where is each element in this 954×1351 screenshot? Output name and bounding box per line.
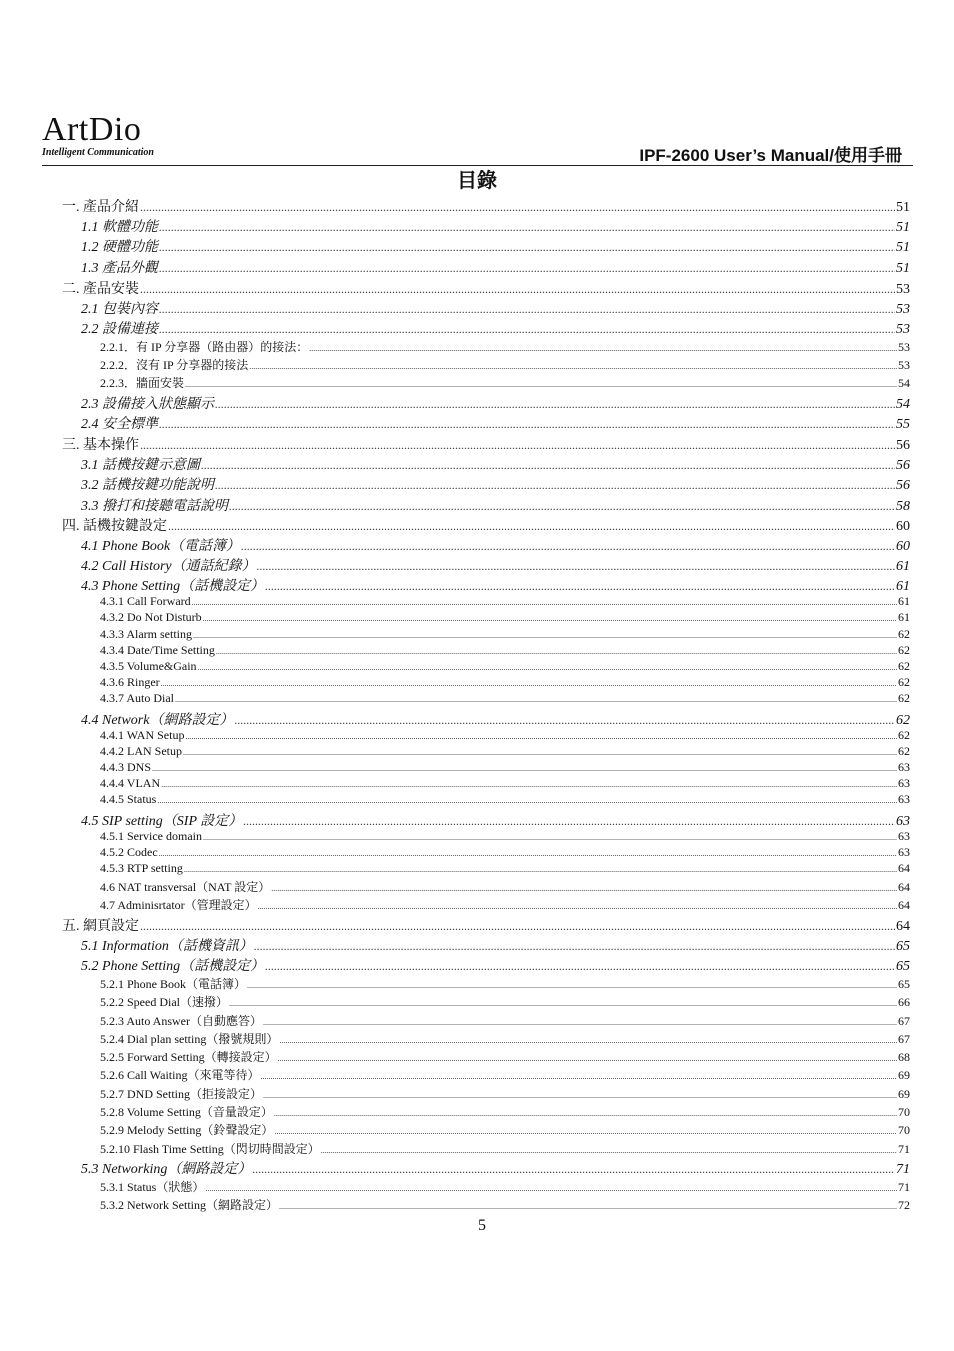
- toc-leader-dots: [152, 764, 897, 773]
- toc-entry-page: 62: [898, 659, 910, 673]
- toc-leader-dots: [159, 417, 895, 432]
- toc-entry-page: 68: [898, 1050, 910, 1064]
- toc-entry-page: 67: [898, 1014, 910, 1028]
- toc-entry-label: 4.4.4 VLAN: [100, 776, 161, 790]
- toc-entry-page: 62: [898, 728, 910, 742]
- toc-leader-dots: [254, 939, 895, 954]
- toc-entry-page: 62: [898, 643, 910, 657]
- toc-leader-dots: [140, 438, 895, 453]
- toc-entry-label: 4.5.2 Codec: [100, 845, 158, 859]
- toc-leader-dots: [265, 959, 895, 974]
- toc-entry-page: 53: [896, 322, 910, 337]
- toc-entry[interactable]: [81, 216, 910, 236]
- toc-leader-dots: [159, 302, 895, 317]
- toc-entry-label: 5.2.4 Dial plan setting（撥號規則）: [100, 1032, 279, 1046]
- toc-entry-page: 63: [898, 845, 910, 859]
- toc-leader-dots: [140, 200, 895, 215]
- toc-leader-dots: [140, 919, 895, 934]
- toc-entry-page: 51: [896, 220, 910, 235]
- toc-leader-dots: [175, 695, 897, 704]
- toc-entry[interactable]: [62, 278, 910, 298]
- toc-entry[interactable]: [100, 1030, 910, 1046]
- toc-entry-page: 71: [896, 1162, 910, 1177]
- toc-entry-page: 63: [898, 792, 910, 806]
- toc-entry[interactable]: [100, 338, 910, 354]
- toc-entry[interactable]: [100, 374, 910, 390]
- toc-entry-label: 4.7 Adminisrtator（管理設定）: [100, 898, 257, 912]
- toc-entry-page: 72: [898, 1198, 910, 1212]
- toc-entry[interactable]: [81, 575, 910, 595]
- toc-entry-label: 2.3 設備接入狀態顯示: [81, 397, 214, 412]
- toc-entry-page: 64: [896, 919, 910, 934]
- toc-entry-label: 4.3.7 Auto Dial: [100, 691, 174, 705]
- toc-entry[interactable]: [100, 1121, 910, 1137]
- toc-entry-label: 4.6 NAT transversal（NAT 設定）: [100, 880, 271, 894]
- logo-wordmark: ArtDio: [42, 111, 142, 148]
- toc-leader-dots: [274, 1109, 897, 1118]
- toc-entry-label: 5.2 Phone Setting（話機設定）: [81, 959, 265, 974]
- toc-entry-page: 63: [898, 829, 910, 843]
- toc-entry-label: 2.2 設備連接: [81, 322, 158, 337]
- toc-entry[interactable]: [100, 1048, 910, 1064]
- toc-leader-dots: [241, 539, 895, 554]
- toc-entry[interactable]: [100, 610, 910, 626]
- toc-entry-label: 4.3.4 Date/Time Setting: [100, 643, 215, 657]
- toc-entry[interactable]: [100, 792, 910, 808]
- toc-entry[interactable]: [100, 728, 910, 744]
- toc-entry-label: 4.4.2 LAN Setup: [100, 744, 182, 758]
- toc-leader-dots: [157, 796, 897, 805]
- toc-entry[interactable]: [81, 413, 910, 433]
- toc-entry[interactable]: [81, 810, 910, 830]
- page-number: 5: [478, 1217, 486, 1234]
- toc-entry-page: 53: [896, 302, 910, 317]
- toc-leader-dots: [263, 1018, 897, 1027]
- toc-entry[interactable]: [62, 515, 910, 535]
- toc-leader-dots: [193, 631, 897, 640]
- toc-entry[interactable]: [81, 535, 910, 555]
- toc-entry-page: 65: [896, 939, 910, 954]
- toc-entry-page: 65: [898, 977, 910, 991]
- toc-entry[interactable]: [100, 691, 910, 707]
- toc-entry-label: 3.3 撥打和接聽電話說明: [81, 499, 228, 514]
- toc-entry[interactable]: [100, 975, 910, 991]
- toc-entry-label: 三. 基本操作: [62, 438, 139, 453]
- toc-entry-label: 5.2.2 Speed Dial（速撥）: [100, 995, 228, 1009]
- toc-entry-page: 51: [896, 261, 910, 276]
- toc-entry-label: 2.1 包裝內容: [81, 302, 158, 317]
- toc-leader-dots: [216, 647, 897, 656]
- toc-entry-page: 60: [896, 519, 910, 534]
- toc-leader-dots: [309, 344, 897, 353]
- toc-entry-page: 54: [896, 397, 910, 412]
- toc-leader-dots: [159, 240, 895, 255]
- toc-entry-label: 4.5.1 Service domain: [100, 829, 202, 843]
- toc-leader-dots: [215, 397, 895, 412]
- toc-entry[interactable]: [100, 1012, 910, 1028]
- toc-entry-page: 63: [898, 760, 910, 774]
- toc-entry-page: 66: [898, 995, 910, 1009]
- toc-entry-page: 61: [896, 559, 910, 574]
- toc-leader-dots: [252, 1162, 895, 1177]
- toc-entry[interactable]: [100, 1178, 910, 1194]
- toc-leader-dots: [168, 519, 895, 534]
- toc-entry-page: 62: [898, 691, 910, 705]
- toc-leader-dots: [161, 679, 897, 688]
- toc-entry[interactable]: [81, 555, 910, 575]
- toc-entry[interactable]: [100, 1103, 910, 1119]
- toc-entry[interactable]: [100, 1196, 910, 1212]
- toc-leader-dots: [159, 261, 895, 276]
- toc-entry-label: 2.2.3．牆面安裝: [100, 376, 185, 390]
- toc-entry-page: 62: [898, 744, 910, 758]
- toc-entry[interactable]: [81, 709, 910, 729]
- toc-entry-page: 70: [898, 1105, 910, 1119]
- toc-entry-label: 4.3.5 Volume&Gain: [100, 659, 197, 673]
- toc-entry-label: 2.2.2．沒有 IP 分享器的接法: [100, 358, 249, 372]
- toc-leader-dots: [159, 322, 895, 337]
- toc-entry-label: 4.4.5 Status: [100, 792, 157, 806]
- toc-entry-label: 4.1 Phone Book（電話簿）: [81, 539, 241, 554]
- toc-leader-dots: [198, 663, 897, 672]
- toc-entry[interactable]: [100, 1085, 910, 1101]
- toc-leader-dots: [258, 902, 897, 911]
- toc-entry-label: 4.3.1 Call Forward: [100, 594, 191, 608]
- toc-entry[interactable]: [81, 236, 910, 256]
- toc-entry[interactable]: [81, 495, 910, 515]
- toc-entry-page: 53: [898, 340, 910, 354]
- toc-entry-label: 5.2.5 Forward Setting（轉接設定）: [100, 1050, 277, 1064]
- toc-leader-dots: [201, 458, 895, 473]
- toc-entry[interactable]: [100, 659, 910, 675]
- manual-title: IPF-2600 User’s Manual/使用手冊: [639, 146, 902, 165]
- toc-entry-label: 4.3.2 Do Not Disturb: [100, 610, 202, 624]
- toc-leader-dots: [203, 614, 897, 623]
- toc-leader-dots: [229, 999, 897, 1008]
- toc-entry-label: 4.4.1 WAN Setup: [100, 728, 185, 742]
- toc-entry-page: 61: [898, 594, 910, 608]
- toc-entry-page: 53: [896, 282, 910, 297]
- toc-leader-dots: [159, 849, 897, 858]
- toc-entry[interactable]: [100, 896, 910, 912]
- toc-entry-page: 61: [898, 610, 910, 624]
- toc-entry-page: 56: [896, 458, 910, 473]
- toc-entry[interactable]: [100, 1140, 910, 1156]
- toc-leader-dots: [183, 748, 897, 757]
- toc-entry-label: 4.2 Call History（通話紀錄）: [81, 559, 256, 574]
- toc-title: 目錄: [457, 168, 497, 192]
- toc-entry[interactable]: [100, 878, 910, 894]
- toc-entry-label: 5.2.1 Phone Book（電話簿）: [100, 977, 247, 991]
- toc-leader-dots: [229, 499, 895, 514]
- toc-leader-dots: [263, 1091, 897, 1100]
- toc-entry[interactable]: [100, 744, 910, 760]
- toc-leader-dots: [278, 1054, 897, 1063]
- toc-entry-page: 60: [896, 539, 910, 554]
- toc-leader-dots: [159, 220, 895, 235]
- toc-leader-dots: [265, 579, 895, 594]
- toc-entry[interactable]: [81, 955, 910, 975]
- toc-leader-dots: [192, 598, 897, 607]
- toc-entry[interactable]: [100, 829, 910, 845]
- toc-entry-label: 1.2 硬體功能: [81, 240, 158, 255]
- toc-entry-label: 五. 網頁設定: [62, 919, 139, 934]
- toc-leader-dots: [205, 1184, 897, 1193]
- toc-entry-label: 4.4.3 DNS: [100, 760, 152, 774]
- toc-entry-label: 4.5.3 RTP setting: [100, 861, 183, 875]
- toc-entry[interactable]: [81, 257, 910, 277]
- toc-entry-page: 64: [898, 880, 910, 894]
- toc-entry[interactable]: [100, 1066, 910, 1082]
- toc-entry[interactable]: [81, 393, 910, 413]
- toc-entry-label: 4.3.3 Alarm setting: [100, 627, 192, 641]
- toc-entry-page: 67: [898, 1032, 910, 1046]
- toc-entry[interactable]: [100, 993, 910, 1009]
- toc-entry[interactable]: [100, 594, 910, 610]
- toc-entry-label: 5.2.6 Call Waiting（來電等待）: [100, 1068, 260, 1082]
- toc-entry-label: 四. 話機按鍵設定: [62, 519, 167, 534]
- toc-entry-page: 64: [898, 898, 910, 912]
- toc-entry[interactable]: [81, 935, 910, 955]
- toc-entry-page: 69: [898, 1068, 910, 1082]
- toc-entry-page: 61: [896, 579, 910, 594]
- toc-entry-page: 71: [898, 1180, 910, 1194]
- toc-leader-dots: [185, 732, 897, 741]
- toc-leader-dots: [215, 478, 895, 493]
- toc-entry[interactable]: [81, 1158, 910, 1178]
- toc-entry-page: 69: [898, 1087, 910, 1101]
- toc-entry-page: 70: [898, 1123, 910, 1137]
- toc-leader-dots: [249, 362, 897, 371]
- toc-entry-page: 71: [898, 1142, 910, 1156]
- toc-entry[interactable]: [62, 196, 910, 216]
- toc-leader-dots: [279, 1036, 897, 1045]
- toc-entry-label: 5.3.1 Status（狀態）: [100, 1180, 205, 1194]
- toc-entry-page: 56: [896, 478, 910, 493]
- toc-leader-dots: [234, 713, 895, 728]
- toc-entry-label: 4.3.6 Ringer: [100, 675, 160, 689]
- toc-entry[interactable]: [81, 474, 910, 494]
- toc-entry-page: 58: [896, 499, 910, 514]
- toc-entry[interactable]: [62, 434, 910, 454]
- toc-leader-dots: [271, 884, 897, 893]
- toc-entry-label: 5.2.8 Volume Setting（音量設定）: [100, 1105, 273, 1119]
- toc-entry-label: 5.2.10 Flash Time Setting（閃切時間設定）: [100, 1142, 320, 1156]
- toc-entry-page: 53: [898, 358, 910, 372]
- toc-entry-page: 63: [896, 814, 910, 829]
- toc-entry-page: 55: [896, 417, 910, 432]
- toc-entry-label: 3.1 話機按鍵示意圖: [81, 458, 200, 473]
- toc-entry[interactable]: [62, 915, 910, 935]
- toc-entry-label: 一. 產品介紹: [62, 200, 139, 215]
- toc-entry-label: 3.2 話機按鍵功能說明: [81, 478, 214, 493]
- toc-leader-dots: [257, 559, 895, 574]
- toc-entry-label: 二. 產品安裝: [62, 282, 139, 297]
- toc-leader-dots: [279, 1202, 897, 1211]
- toc-leader-dots: [260, 1072, 897, 1081]
- toc-entry[interactable]: [100, 643, 910, 659]
- toc-entry-page: 54: [898, 376, 910, 390]
- toc-leader-dots: [321, 1146, 897, 1155]
- toc-leader-dots: [243, 814, 895, 829]
- toc-entry[interactable]: [100, 760, 910, 776]
- toc-entry[interactable]: [100, 776, 910, 792]
- toc-entry-label: 2.2.1．有 IP 分享器（路由器）的接法：: [100, 340, 309, 354]
- toc-entry-label: 2.4 安全標準: [81, 417, 158, 432]
- toc-entry-page: 62: [898, 627, 910, 641]
- toc-entry-label: 5.2.9 Melody Setting（鈴聲設定）: [100, 1123, 274, 1137]
- toc-entry[interactable]: [100, 845, 910, 861]
- toc-entry-label: 5.2.3 Auto Answer（自動應答）: [100, 1014, 263, 1028]
- toc-entry-label: 5.3 Networking（網路設定）: [81, 1162, 252, 1177]
- toc-entry-label: 5.3.2 Network Setting（網路設定）: [100, 1198, 278, 1212]
- toc-entry-label: 5.1 Information（話機資訊）: [81, 939, 253, 954]
- toc-entry[interactable]: [100, 675, 910, 691]
- toc-entry[interactable]: [100, 356, 910, 372]
- toc-entry-page: 56: [896, 438, 910, 453]
- toc-entry-page: 63: [898, 776, 910, 790]
- logo-tagline: Intelligent Communication: [42, 147, 154, 158]
- artdio-logo: [42, 113, 182, 159]
- toc-entry-label: 1.3 產品外觀: [81, 261, 158, 276]
- toc-entry-label: 5.2.7 DND Setting（拒接設定）: [100, 1087, 263, 1101]
- toc-entry[interactable]: [81, 318, 910, 338]
- toc-entry-label: 4.4 Network（網路設定）: [81, 713, 234, 728]
- toc-entry-label: 4.3 Phone Setting（話機設定）: [81, 579, 265, 594]
- toc-entry-page: 64: [898, 861, 910, 875]
- toc-leader-dots: [203, 833, 897, 842]
- toc-entry[interactable]: [81, 298, 910, 318]
- toc-entry-page: 62: [896, 713, 910, 728]
- toc-entry[interactable]: [81, 454, 910, 474]
- toc-entry-label: 1.1 軟體功能: [81, 220, 158, 235]
- toc-leader-dots: [274, 1127, 897, 1136]
- toc-leader-dots: [185, 380, 897, 389]
- toc-entry-page: 62: [898, 675, 910, 689]
- toc-leader-dots: [161, 780, 897, 789]
- toc-entry[interactable]: [100, 861, 910, 877]
- toc-leader-dots: [140, 282, 895, 297]
- toc-entry-page: 51: [896, 200, 910, 215]
- toc-entry[interactable]: [100, 627, 910, 643]
- toc-leader-dots: [247, 981, 897, 990]
- toc-leader-dots: [184, 865, 897, 874]
- toc-entry-label: 4.5 SIP setting（SIP 設定）: [81, 814, 243, 829]
- toc-entry-page: 51: [896, 240, 910, 255]
- toc-entry-page: 65: [896, 959, 910, 974]
